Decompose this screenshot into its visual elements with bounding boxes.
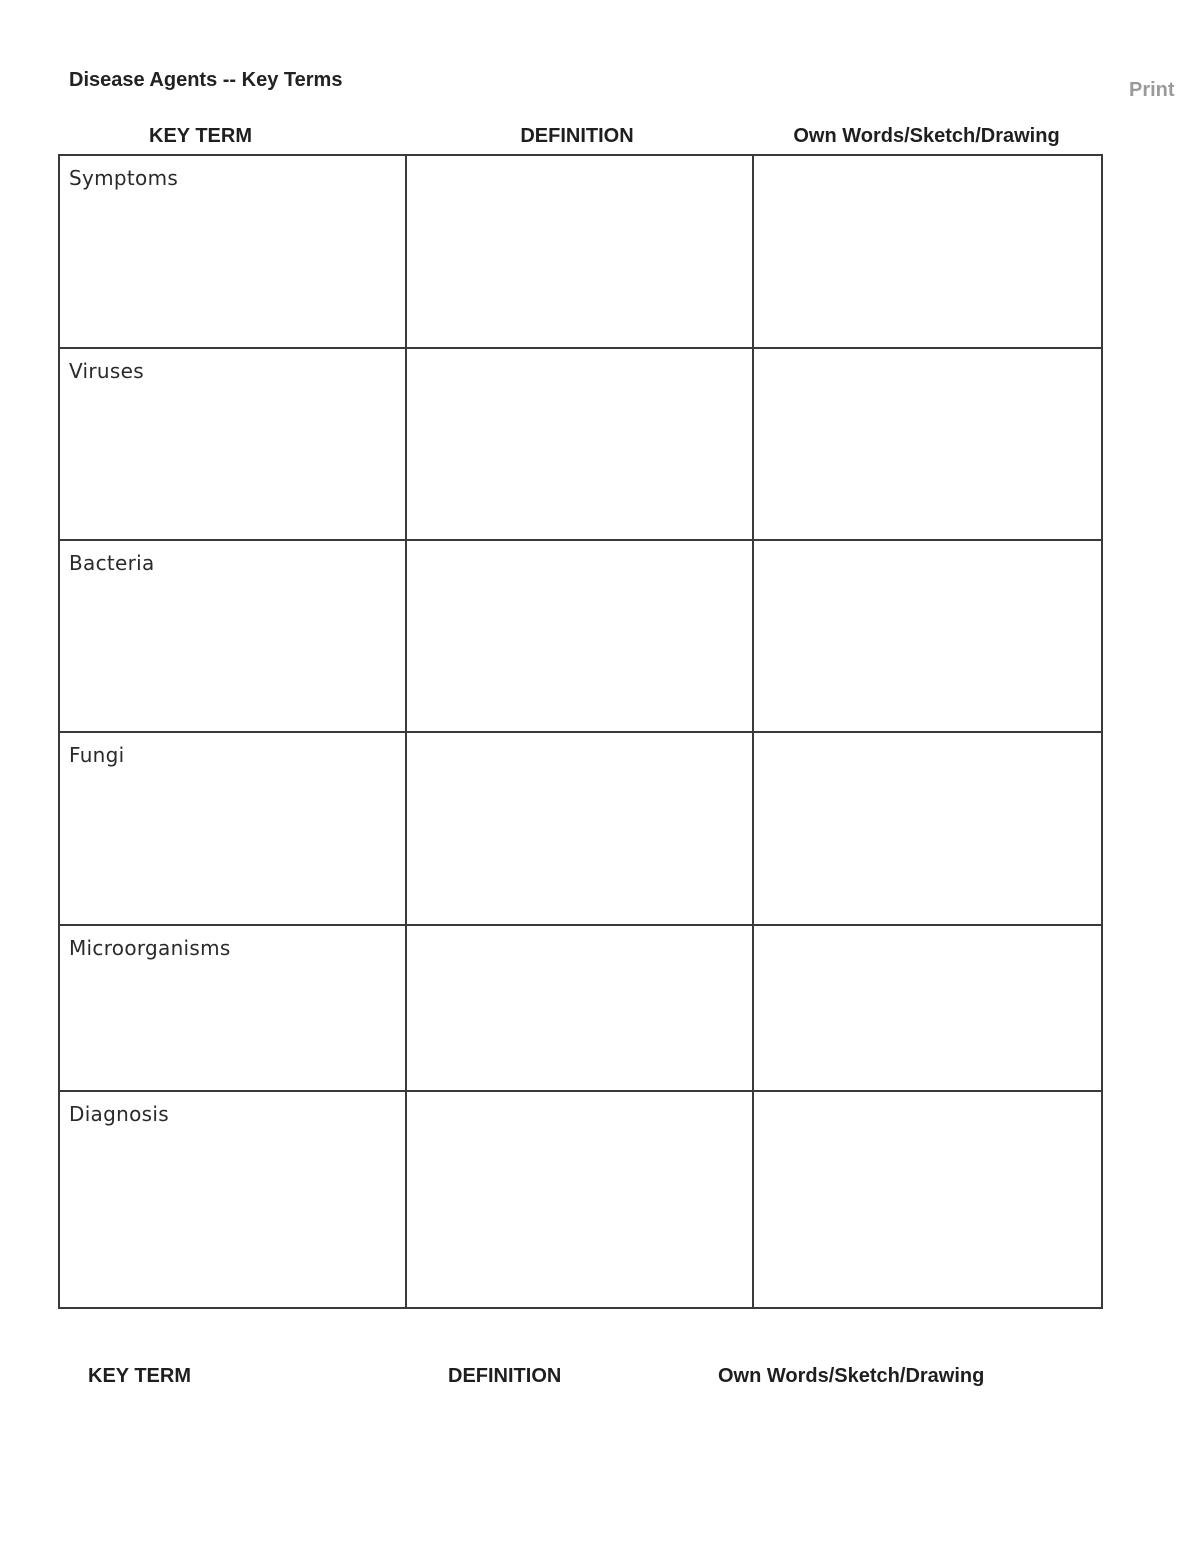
definition-cell[interactable] xyxy=(406,732,753,925)
term-cell xyxy=(59,732,406,925)
term-label: Diagnosis xyxy=(69,1102,169,1126)
term-label: Viruses xyxy=(69,359,144,383)
term-cell xyxy=(59,155,406,348)
table-row xyxy=(59,1091,1102,1308)
table-row xyxy=(59,348,1102,540)
own-words-cell[interactable] xyxy=(753,540,1102,732)
table-row xyxy=(59,155,1102,348)
table-row xyxy=(59,540,1102,732)
column-header-own-words: Own Words/Sketch/Drawing xyxy=(793,125,1060,147)
key-terms-table xyxy=(58,154,1103,1309)
print-link[interactable]: Print xyxy=(1129,79,1175,101)
term-label: Bacteria xyxy=(69,551,155,575)
next-page-header-own-words: Own Words/Sketch/Drawing xyxy=(718,1365,985,1387)
own-words-cell[interactable] xyxy=(753,732,1102,925)
term-label: Microorganisms xyxy=(69,936,231,960)
column-header-definition: DEFINITION xyxy=(520,125,634,147)
own-words-cell[interactable] xyxy=(753,155,1102,348)
term-cell xyxy=(59,540,406,732)
definition-cell[interactable] xyxy=(406,925,753,1091)
own-words-cell[interactable] xyxy=(753,925,1102,1091)
table-row xyxy=(59,732,1102,925)
term-label: Symptoms xyxy=(69,166,179,190)
own-words-cell[interactable] xyxy=(753,1091,1102,1308)
next-page-header-key-term: KEY TERM xyxy=(88,1365,191,1387)
term-cell xyxy=(59,348,406,540)
definition-cell[interactable] xyxy=(406,155,753,348)
term-cell xyxy=(59,925,406,1091)
term-label: Fungi xyxy=(69,743,125,767)
column-header-key-term: KEY TERM xyxy=(149,125,252,147)
own-words-cell[interactable] xyxy=(753,348,1102,540)
next-page-header-definition: DEFINITION xyxy=(448,1365,562,1387)
definition-cell[interactable] xyxy=(406,1091,753,1308)
table-row xyxy=(59,925,1102,1091)
document-title: Disease Agents -- Key Terms xyxy=(69,69,343,91)
definition-cell[interactable] xyxy=(406,348,753,540)
term-cell xyxy=(59,1091,406,1308)
definition-cell[interactable] xyxy=(406,540,753,732)
